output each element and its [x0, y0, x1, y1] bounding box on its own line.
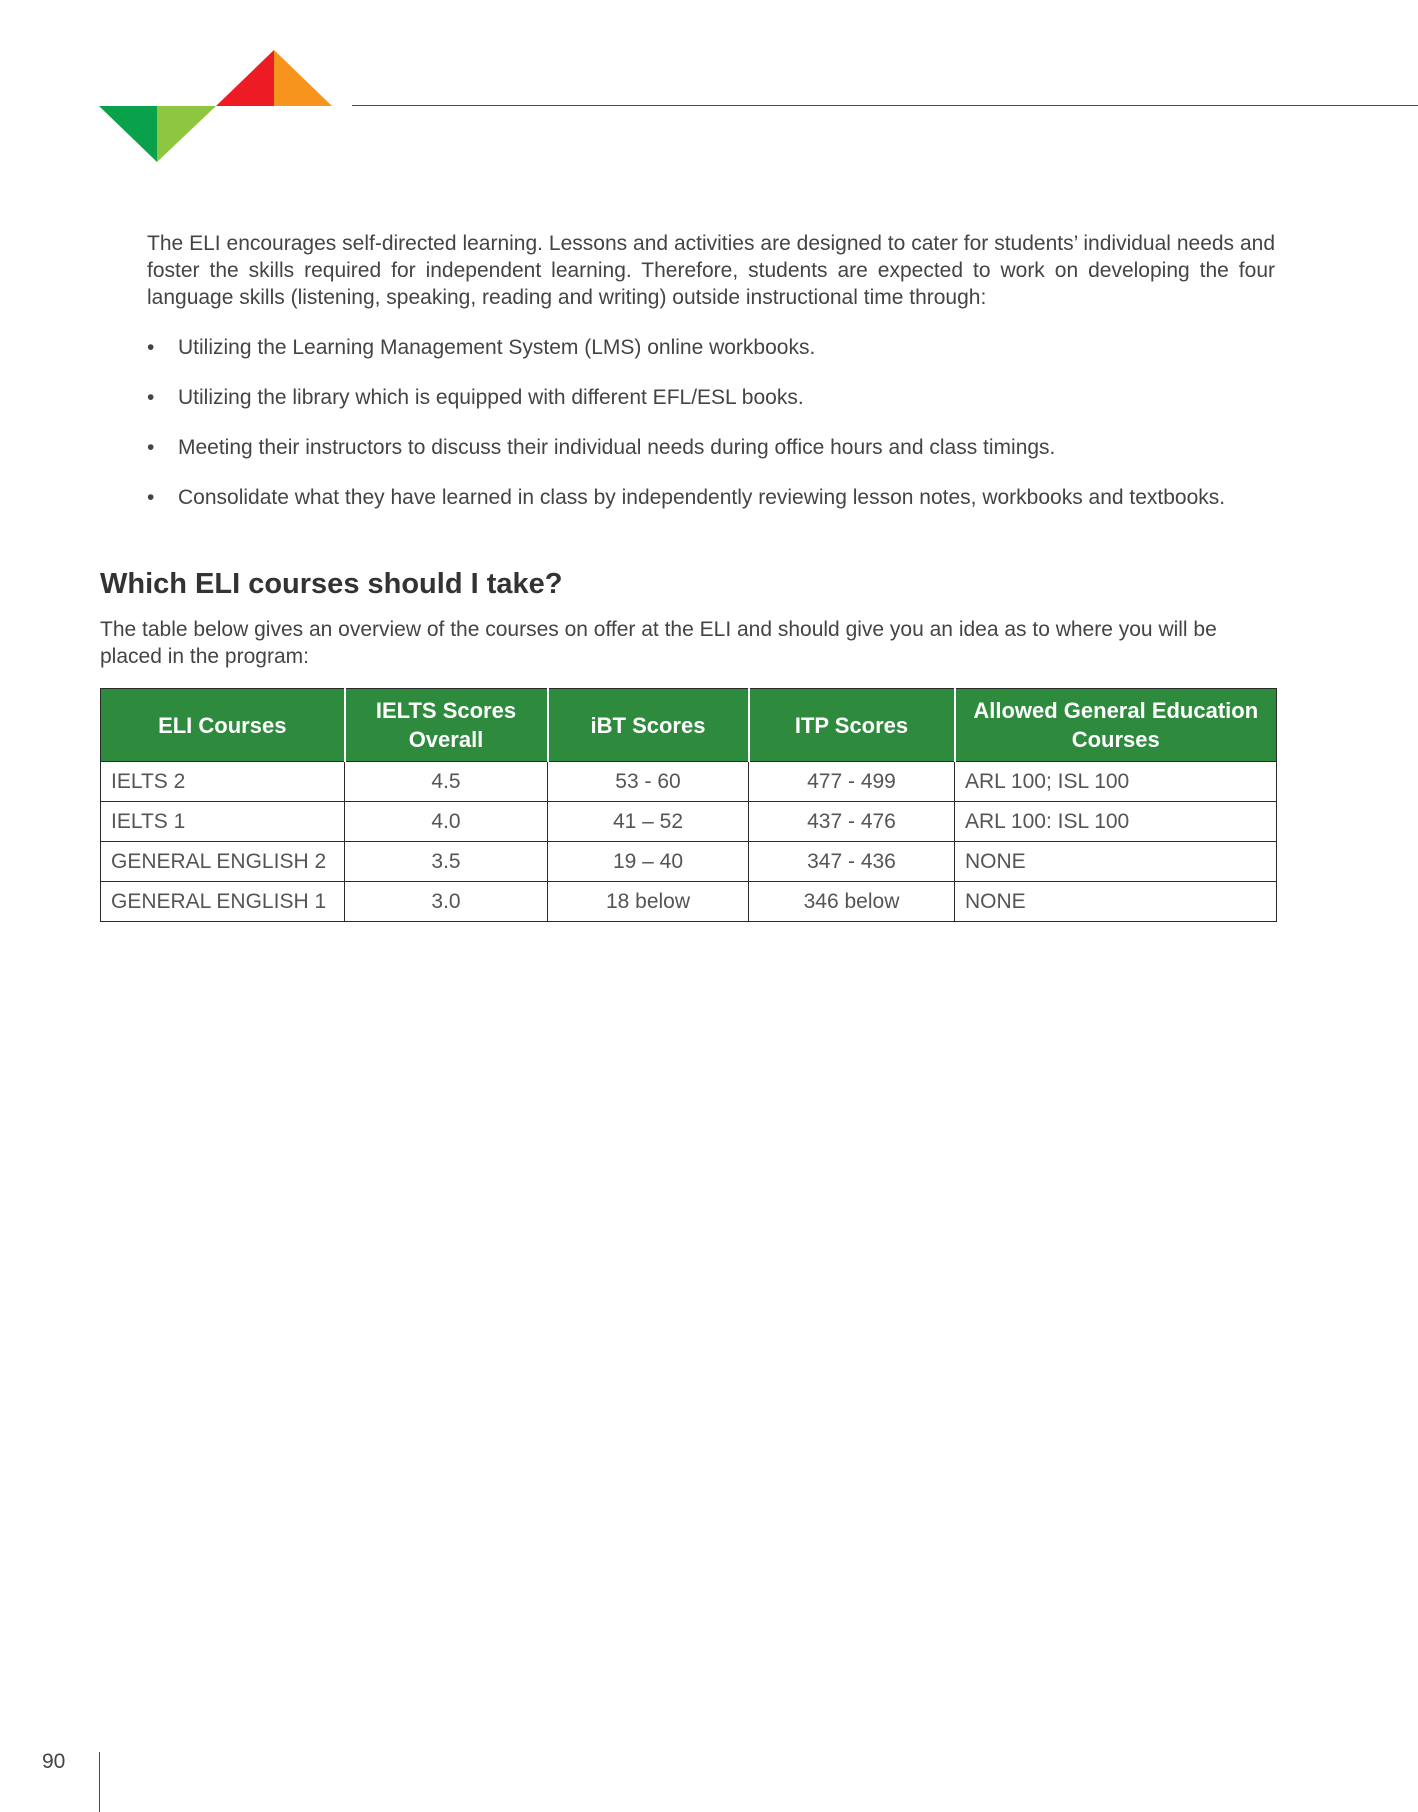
bullet-icon: • — [147, 486, 155, 509]
logo-dark-green-triangle — [99, 106, 157, 162]
logo-red-triangle — [216, 50, 274, 106]
cell-ibt: 18 below — [548, 882, 749, 922]
cell-itp: 346 below — [749, 882, 955, 922]
cell-ielts: 4.5 — [345, 762, 548, 802]
table-header-row — [101, 689, 1277, 762]
footer-divider — [99, 1752, 100, 1812]
list-item — [147, 484, 1287, 534]
header-eli-courses: ELI Courses — [101, 689, 345, 762]
list-item-text: Consolidate what they have learned in class by independently reviewing lesson notes, workbooks and textbooks. — [178, 486, 1226, 509]
cell-ielts: 3.0 — [345, 882, 548, 922]
table-row — [101, 842, 1277, 882]
cell-itp: 437 - 476 — [749, 802, 955, 842]
cell-allowed: ARL 100: ISL 100 — [955, 802, 1277, 842]
page-number: 90 — [42, 1750, 66, 1773]
table-row — [101, 882, 1277, 922]
cell-allowed: ARL 100; ISL 100 — [955, 762, 1277, 802]
header-ibt-scores: iBT Scores — [548, 689, 749, 762]
list-item — [147, 434, 1287, 484]
list-item-text: Meeting their instructors to discuss their individual needs during office hours and class timings. — [178, 436, 1056, 459]
cell-ielts: 4.0 — [345, 802, 548, 842]
logo-orange-triangle — [274, 50, 332, 106]
cell-course: GENERAL ENGLISH 1 — [101, 882, 345, 922]
header-ielts-scores: IELTS Scores Overall — [345, 689, 548, 762]
self-study-list — [147, 334, 1287, 534]
header-itp-scores: ITP Scores — [749, 689, 955, 762]
table-intro-paragraph: The table below gives an overview of the courses on offer at the ELI and should give you an idea as to where you will be placed in the program: — [100, 618, 1217, 668]
cell-ibt: 53 - 60 — [548, 762, 749, 802]
cell-ibt: 41 – 52 — [548, 802, 749, 842]
cell-itp: 477 - 499 — [749, 762, 955, 802]
list-item — [147, 334, 1287, 384]
cell-allowed: NONE — [955, 882, 1277, 922]
cell-course: GENERAL ENGLISH 2 — [101, 842, 345, 882]
cell-course: IELTS 1 — [101, 802, 345, 842]
intro-paragraph: The ELI encourages self-directed learning. Lessons and activities are designed to cater for students’ individual needs and foster the skills required for independent learning. Therefore, students are expected to work on developing the four language skills (listening, speaking, reading and writing) outside instructional time through: — [147, 232, 1275, 309]
courses-table — [100, 688, 1277, 922]
bullet-icon: • — [147, 436, 155, 459]
bullet-icon: • — [147, 336, 155, 359]
list-item-text: Utilizing the library which is equipped with different EFL/ESL books. — [178, 386, 804, 409]
cell-allowed: NONE — [955, 842, 1277, 882]
list-item-text: Utilizing the Learning Management System (LMS) online workbooks. — [178, 336, 816, 359]
logo-light-green-triangle — [157, 106, 216, 162]
section-title: Which ELI courses should I take? — [100, 568, 563, 600]
cell-itp: 347 - 436 — [749, 842, 955, 882]
table-row — [101, 802, 1277, 842]
header-allowed-courses: Allowed General Education Courses — [955, 689, 1277, 762]
cell-course: IELTS 2 — [101, 762, 345, 802]
header-divider — [352, 105, 1418, 106]
table-row — [101, 762, 1277, 802]
bullet-icon: • — [147, 386, 155, 409]
eli-logo-triangles — [99, 50, 335, 162]
list-item — [147, 384, 1287, 434]
cell-ielts: 3.5 — [345, 842, 548, 882]
cell-ibt: 19 – 40 — [548, 842, 749, 882]
